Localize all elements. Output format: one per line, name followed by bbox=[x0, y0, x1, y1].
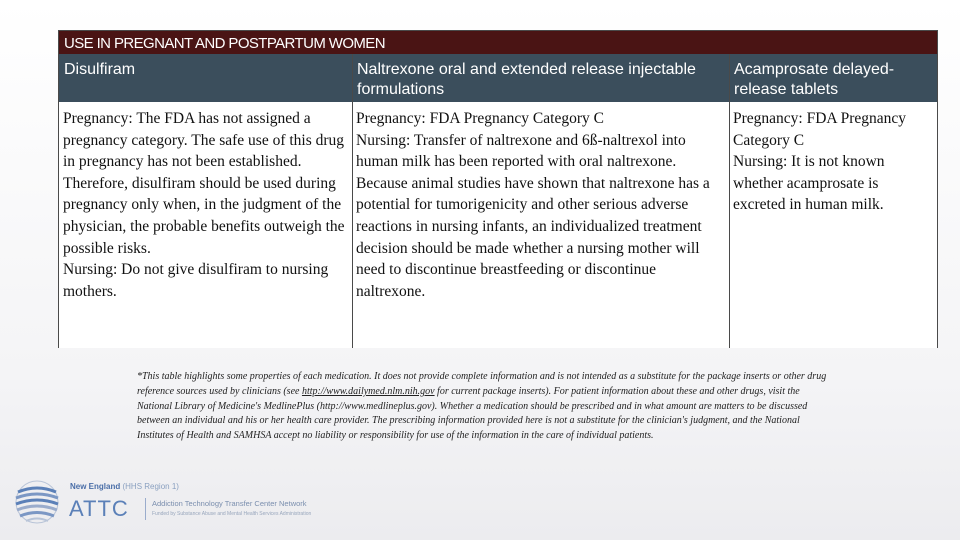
header-acamprosate: Acamprosate delayed-release tablets bbox=[734, 61, 895, 98]
logo-funded-text: Funded by Substance Abuse and Mental Health Services Administration bbox=[152, 511, 312, 517]
column-divider bbox=[729, 54, 730, 348]
naltrexone-nursing-text: Nursing: Transfer of naltrexone and 6ß-naltrexol into human milk has been reported with oral naltrexone. Because animal studies have shown that naltrexone has a potential for tumorigenicity and other serious adverse reactions in nursing infants, an individualized treatment decision should be made whether a nursing mother will need to discontinue breastfeeding or discontinue naltrexone. bbox=[356, 131, 710, 300]
acamprosate-nursing-text: Nursing: It is not known whether acamprosate is excreted in human milk. bbox=[733, 153, 885, 214]
table-header-row bbox=[59, 54, 937, 102]
disulfiram-nursing-text: Nursing: Do not give disulfiram to nursing mothers. bbox=[63, 261, 329, 300]
table-body-row bbox=[59, 102, 937, 348]
attc-globe-icon bbox=[12, 478, 62, 526]
naltrexone-pregnancy-text: Pregnancy: FDA Pregnancy Category C bbox=[356, 110, 604, 127]
header-disulfiram: Disulfiram bbox=[64, 61, 136, 78]
medication-table bbox=[58, 30, 938, 348]
table-title: USE IN PREGNANT AND POSTPARTUM WOMEN bbox=[59, 31, 937, 54]
column-divider bbox=[352, 54, 353, 348]
acamprosate-pregnancy-text: Pregnancy: FDA Pregnancy Category C bbox=[733, 110, 907, 149]
region-name: New England bbox=[70, 482, 121, 491]
header-naltrexone: Naltrexone oral and extended release injectable formulations bbox=[357, 61, 696, 98]
logo-network-text: Addiction Technology Transfer Center Network bbox=[152, 499, 307, 508]
logo-separator bbox=[145, 498, 146, 520]
cell-disulfiram bbox=[59, 102, 352, 348]
footnote-text-before: *This table highlights some properties of each medication. It does not provide complete information and is not intended as a substitute for the package inserts or other drug reference sources used by clinicians (see bbox=[137, 371, 827, 397]
disulfiram-pregnancy-text: Pregnancy: The FDA has not assigned a pregnancy category. The safe use of this drug in pregnancy has not been established. Therefore, disulfiram should be used during pregnancy only when, in the judgment of the physician, the probable benefits outweigh the possible risks. bbox=[63, 110, 345, 257]
cell-acamprosate bbox=[729, 102, 937, 348]
disclaimer-footnote bbox=[137, 370, 827, 444]
cell-naltrexone bbox=[352, 102, 729, 348]
attc-logo bbox=[12, 478, 312, 528]
logo-region bbox=[70, 482, 179, 491]
dailymed-link[interactable]: http://www.dailymed.nlm.nih.gov bbox=[301, 385, 435, 397]
footnote-text-after: for current package inserts). For patient information about these and other drugs, visit the National Library of Medicine's MedlinePlus (http://www.medlineplus.gov). Whether a medication should be prescribed and in what amount are matters to be discussed between an individual and his or her health care provider. The prescribing information provided here is not a substitute for the clinician's judgment, and the National Institutes of Health and SAMHSA accept no liability or responsibility for use of the information in the care of individual patients. bbox=[137, 385, 808, 442]
logo-attc-text: ATTC bbox=[69, 496, 129, 521]
region-sub: (HHS Region 1) bbox=[122, 482, 179, 491]
